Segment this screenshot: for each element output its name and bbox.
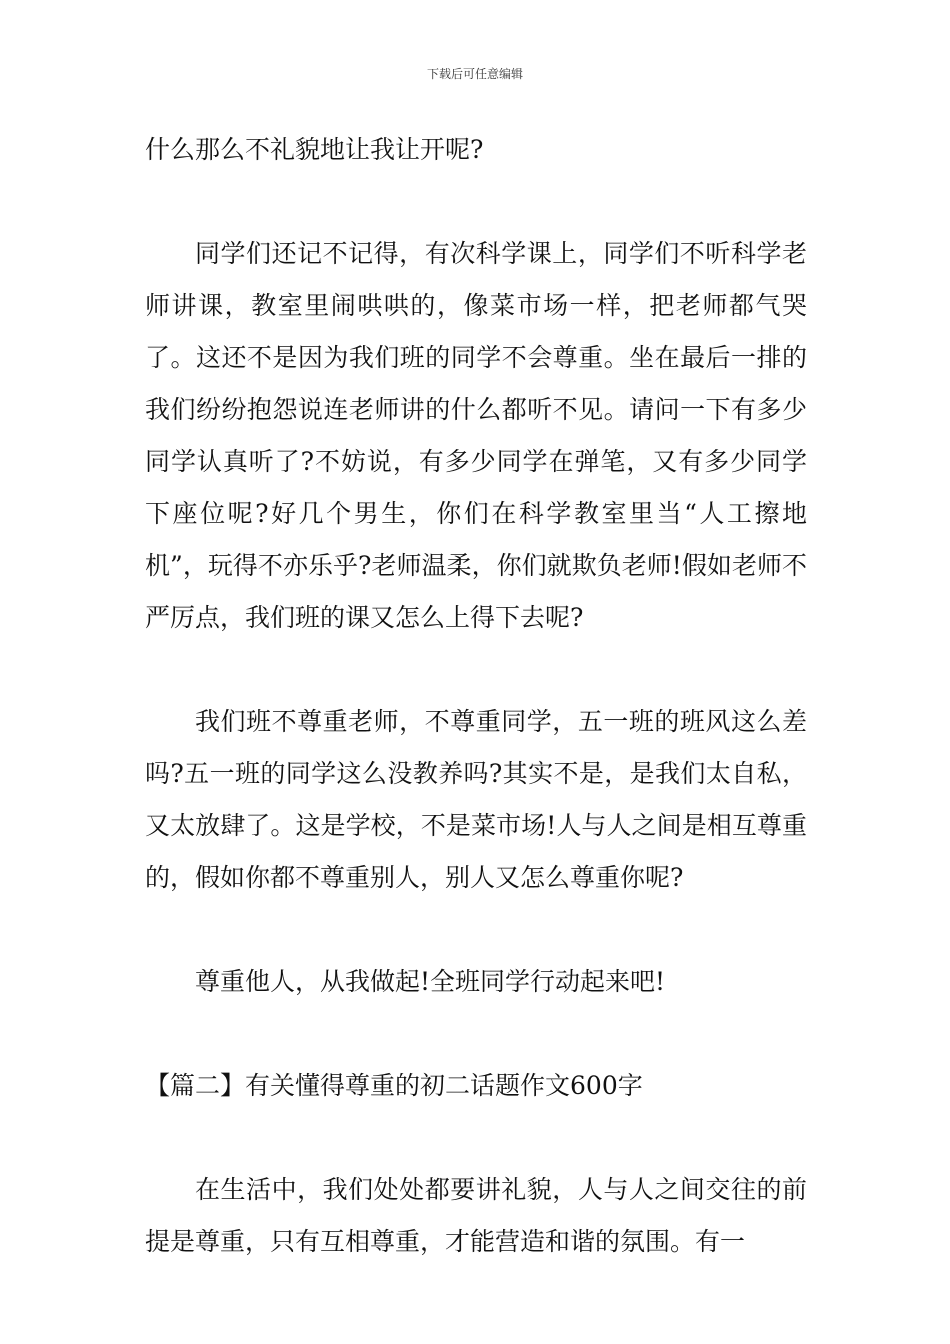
paragraph-gap <box>145 1112 807 1164</box>
paragraph-gap <box>145 644 807 696</box>
paragraph-class-respect: 我们班不尊重老师，不尊重同学，五一班的班风这么差吗?五一班的同学这么没教养吗?其实不是，是我们太自私，又太放肆了。这是学校，不是菜市场!人与人之间是相互尊重的，假如你都不尊重别人，别人又怎么尊重你呢? <box>145 707 807 892</box>
paragraph-gap <box>145 904 807 956</box>
paragraph-life-politeness: 在生活中，我们处处都要讲礼貌，人与人之间交往的前提是尊重，只有互相尊重，才能营造和谐的氛围。有一 <box>145 1175 807 1256</box>
document-body <box>145 124 807 1268</box>
paragraph-call-to-action: 尊重他人，从我做起!全班同学行动起来吧! <box>195 967 666 996</box>
paragraph-gap <box>145 176 807 228</box>
paragraph-science-class: 同学们还记不记得，有次科学课上，同学们不听科学老师讲课，教室里闹哄哄的，像菜市场一样，把老师都气哭了。这还不是因为我们班的同学不会尊重。坐在最后一排的我们纷纷抱怨说连老师讲的什么都听不见。请问一下有多少同学认真听了?不妨说，有多少同学在弹笔，又有多少同学下座位呢?好几个男生，你们在科学教室里当“人工擦地机”，玩得不亦乐乎?老师温柔，你们就欺负老师!假如老师不严厉点，我们班的课又怎么上得下去呢? <box>145 239 807 632</box>
paragraph-gap <box>145 1008 807 1060</box>
section-heading: 【篇二】有关懂得尊重的初二话题作文600字 <box>145 1071 643 1100</box>
paragraph-continuation: 什么那么不礼貌地让我让开呢? <box>145 135 484 164</box>
page-header-note: 下载后可任意编辑 <box>426 67 523 81</box>
